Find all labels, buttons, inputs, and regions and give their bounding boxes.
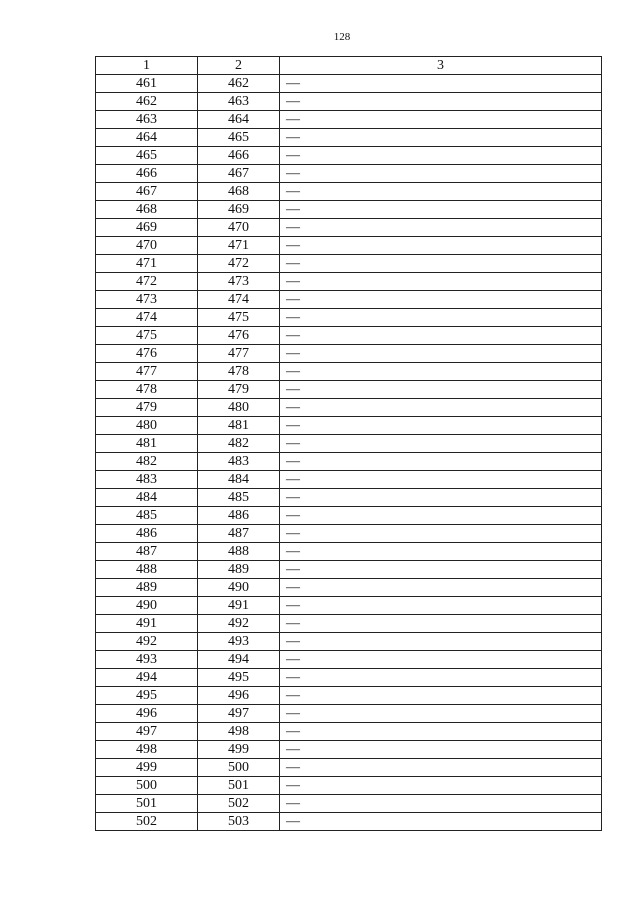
- cell-col2: 503: [198, 813, 280, 831]
- cell-col3: —: [280, 219, 602, 237]
- cell-col2: 501: [198, 777, 280, 795]
- table-row: [96, 579, 602, 597]
- cell-col3: —: [280, 93, 602, 111]
- cell-col1: 483: [96, 471, 198, 489]
- table-row: [96, 723, 602, 741]
- cell-col1: 472: [96, 273, 198, 291]
- table-row: [96, 111, 602, 129]
- cell-col3: —: [280, 201, 602, 219]
- cell-col2: 481: [198, 417, 280, 435]
- cell-col1: 476: [96, 345, 198, 363]
- table-row: [96, 543, 602, 561]
- table-row: [96, 651, 602, 669]
- table-row: [96, 597, 602, 615]
- cell-col1: 502: [96, 813, 198, 831]
- cell-col2: 468: [198, 183, 280, 201]
- cell-col2: 464: [198, 111, 280, 129]
- data-table: [95, 56, 602, 831]
- cell-col1: 471: [96, 255, 198, 273]
- cell-col3: —: [280, 651, 602, 669]
- cell-col3: —: [280, 597, 602, 615]
- cell-col1: 501: [96, 795, 198, 813]
- cell-col2: 499: [198, 741, 280, 759]
- table-header: [96, 57, 602, 75]
- cell-col2: 473: [198, 273, 280, 291]
- column-header-3: 3: [280, 57, 602, 75]
- cell-col1: 496: [96, 705, 198, 723]
- cell-col2: 490: [198, 579, 280, 597]
- cell-col2: 488: [198, 543, 280, 561]
- cell-col2: 502: [198, 795, 280, 813]
- table-row: [96, 255, 602, 273]
- cell-col2: 487: [198, 525, 280, 543]
- cell-col1: 485: [96, 507, 198, 525]
- cell-col3: —: [280, 759, 602, 777]
- table-row: [96, 201, 602, 219]
- cell-col3: —: [280, 723, 602, 741]
- cell-col1: 480: [96, 417, 198, 435]
- cell-col3: —: [280, 633, 602, 651]
- cell-col1: 463: [96, 111, 198, 129]
- cell-col1: 481: [96, 435, 198, 453]
- cell-col1: 500: [96, 777, 198, 795]
- cell-col2: 479: [198, 381, 280, 399]
- cell-col2: 474: [198, 291, 280, 309]
- table-row: [96, 93, 602, 111]
- cell-col1: 497: [96, 723, 198, 741]
- cell-col2: 476: [198, 327, 280, 345]
- cell-col3: —: [280, 237, 602, 255]
- table-row: [96, 399, 602, 417]
- table-row: [96, 471, 602, 489]
- cell-col3: —: [280, 327, 602, 345]
- table-row: [96, 687, 602, 705]
- cell-col3: —: [280, 705, 602, 723]
- table-row: [96, 705, 602, 723]
- cell-col3: —: [280, 417, 602, 435]
- cell-col1: 465: [96, 147, 198, 165]
- table-row: [96, 345, 602, 363]
- cell-col2: 482: [198, 435, 280, 453]
- cell-col2: 472: [198, 255, 280, 273]
- cell-col1: 494: [96, 669, 198, 687]
- cell-col3: —: [280, 255, 602, 273]
- cell-col1: 482: [96, 453, 198, 471]
- table-row: [96, 453, 602, 471]
- cell-col3: —: [280, 543, 602, 561]
- cell-col3: —: [280, 741, 602, 759]
- cell-col2: 496: [198, 687, 280, 705]
- cell-col2: 477: [198, 345, 280, 363]
- cell-col3: —: [280, 669, 602, 687]
- cell-col3: —: [280, 453, 602, 471]
- cell-col2: 493: [198, 633, 280, 651]
- cell-col2: 498: [198, 723, 280, 741]
- cell-col1: 474: [96, 309, 198, 327]
- cell-col3: —: [280, 129, 602, 147]
- table-row: [96, 381, 602, 399]
- cell-col2: 480: [198, 399, 280, 417]
- cell-col1: 461: [96, 75, 198, 93]
- cell-col3: —: [280, 777, 602, 795]
- cell-col2: 471: [198, 237, 280, 255]
- table-row: [96, 561, 602, 579]
- cell-col3: —: [280, 363, 602, 381]
- table-body: [96, 75, 602, 831]
- table-row: [96, 129, 602, 147]
- cell-col2: 463: [198, 93, 280, 111]
- header-row: [96, 57, 602, 75]
- cell-col2: 484: [198, 471, 280, 489]
- table-row: [96, 417, 602, 435]
- page-number: 128: [333, 31, 351, 43]
- cell-col2: 491: [198, 597, 280, 615]
- cell-col3: —: [280, 561, 602, 579]
- column-header-2: 2: [198, 57, 280, 75]
- cell-col2: 500: [198, 759, 280, 777]
- table-row: [96, 507, 602, 525]
- table-row: [96, 183, 602, 201]
- cell-col1: 473: [96, 291, 198, 309]
- cell-col1: 477: [96, 363, 198, 381]
- cell-col3: —: [280, 111, 602, 129]
- table-row: [96, 363, 602, 381]
- cell-col3: —: [280, 75, 602, 93]
- cell-col1: 479: [96, 399, 198, 417]
- cell-col1: 490: [96, 597, 198, 615]
- cell-col3: —: [280, 165, 602, 183]
- cell-col1: 484: [96, 489, 198, 507]
- table-row: [96, 777, 602, 795]
- table-row: [96, 669, 602, 687]
- cell-col2: 470: [198, 219, 280, 237]
- cell-col1: 475: [96, 327, 198, 345]
- table-row: [96, 327, 602, 345]
- table-row: [96, 165, 602, 183]
- table-row: [96, 489, 602, 507]
- cell-col3: —: [280, 795, 602, 813]
- cell-col3: —: [280, 579, 602, 597]
- cell-col2: 467: [198, 165, 280, 183]
- table-row: [96, 633, 602, 651]
- cell-col2: 469: [198, 201, 280, 219]
- cell-col3: —: [280, 471, 602, 489]
- cell-col3: —: [280, 273, 602, 291]
- cell-col1: 488: [96, 561, 198, 579]
- cell-col3: —: [280, 615, 602, 633]
- table-row: [96, 813, 602, 831]
- cell-col1: 499: [96, 759, 198, 777]
- cell-col1: 462: [96, 93, 198, 111]
- table-row: [96, 741, 602, 759]
- cell-col3: —: [280, 291, 602, 309]
- cell-col2: 489: [198, 561, 280, 579]
- cell-col2: 497: [198, 705, 280, 723]
- column-header-1: 1: [96, 57, 198, 75]
- cell-col3: —: [280, 507, 602, 525]
- cell-col1: 491: [96, 615, 198, 633]
- table-row: [96, 75, 602, 93]
- table-row: [96, 237, 602, 255]
- cell-col1: 464: [96, 129, 198, 147]
- cell-col3: —: [280, 381, 602, 399]
- table-row: [96, 291, 602, 309]
- table-row: [96, 795, 602, 813]
- cell-col2: 492: [198, 615, 280, 633]
- cell-col1: 489: [96, 579, 198, 597]
- cell-col3: —: [280, 147, 602, 165]
- table-row: [96, 147, 602, 165]
- cell-col3: —: [280, 525, 602, 543]
- cell-col3: —: [280, 435, 602, 453]
- cell-col2: 466: [198, 147, 280, 165]
- cell-col1: 495: [96, 687, 198, 705]
- cell-col2: 483: [198, 453, 280, 471]
- cell-col1: 492: [96, 633, 198, 651]
- table-row: [96, 309, 602, 327]
- table-row: [96, 759, 602, 777]
- cell-col2: 462: [198, 75, 280, 93]
- cell-col1: 487: [96, 543, 198, 561]
- table-row: [96, 615, 602, 633]
- cell-col2: 494: [198, 651, 280, 669]
- cell-col1: 498: [96, 741, 198, 759]
- cell-col2: 495: [198, 669, 280, 687]
- cell-col1: 467: [96, 183, 198, 201]
- cell-col1: 469: [96, 219, 198, 237]
- cell-col1: 470: [96, 237, 198, 255]
- cell-col3: —: [280, 687, 602, 705]
- cell-col2: 485: [198, 489, 280, 507]
- cell-col3: —: [280, 183, 602, 201]
- table-row: [96, 435, 602, 453]
- cell-col1: 468: [96, 201, 198, 219]
- cell-col1: 493: [96, 651, 198, 669]
- cell-col2: 478: [198, 363, 280, 381]
- table-row: [96, 525, 602, 543]
- cell-col3: —: [280, 399, 602, 417]
- cell-col3: —: [280, 345, 602, 363]
- cell-col1: 478: [96, 381, 198, 399]
- cell-col3: —: [280, 489, 602, 507]
- cell-col3: —: [280, 309, 602, 327]
- cell-col2: 486: [198, 507, 280, 525]
- cell-col3: —: [280, 813, 602, 831]
- table-row: [96, 273, 602, 291]
- cell-col2: 475: [198, 309, 280, 327]
- cell-col1: 466: [96, 165, 198, 183]
- table-row: [96, 219, 602, 237]
- cell-col1: 486: [96, 525, 198, 543]
- cell-col2: 465: [198, 129, 280, 147]
